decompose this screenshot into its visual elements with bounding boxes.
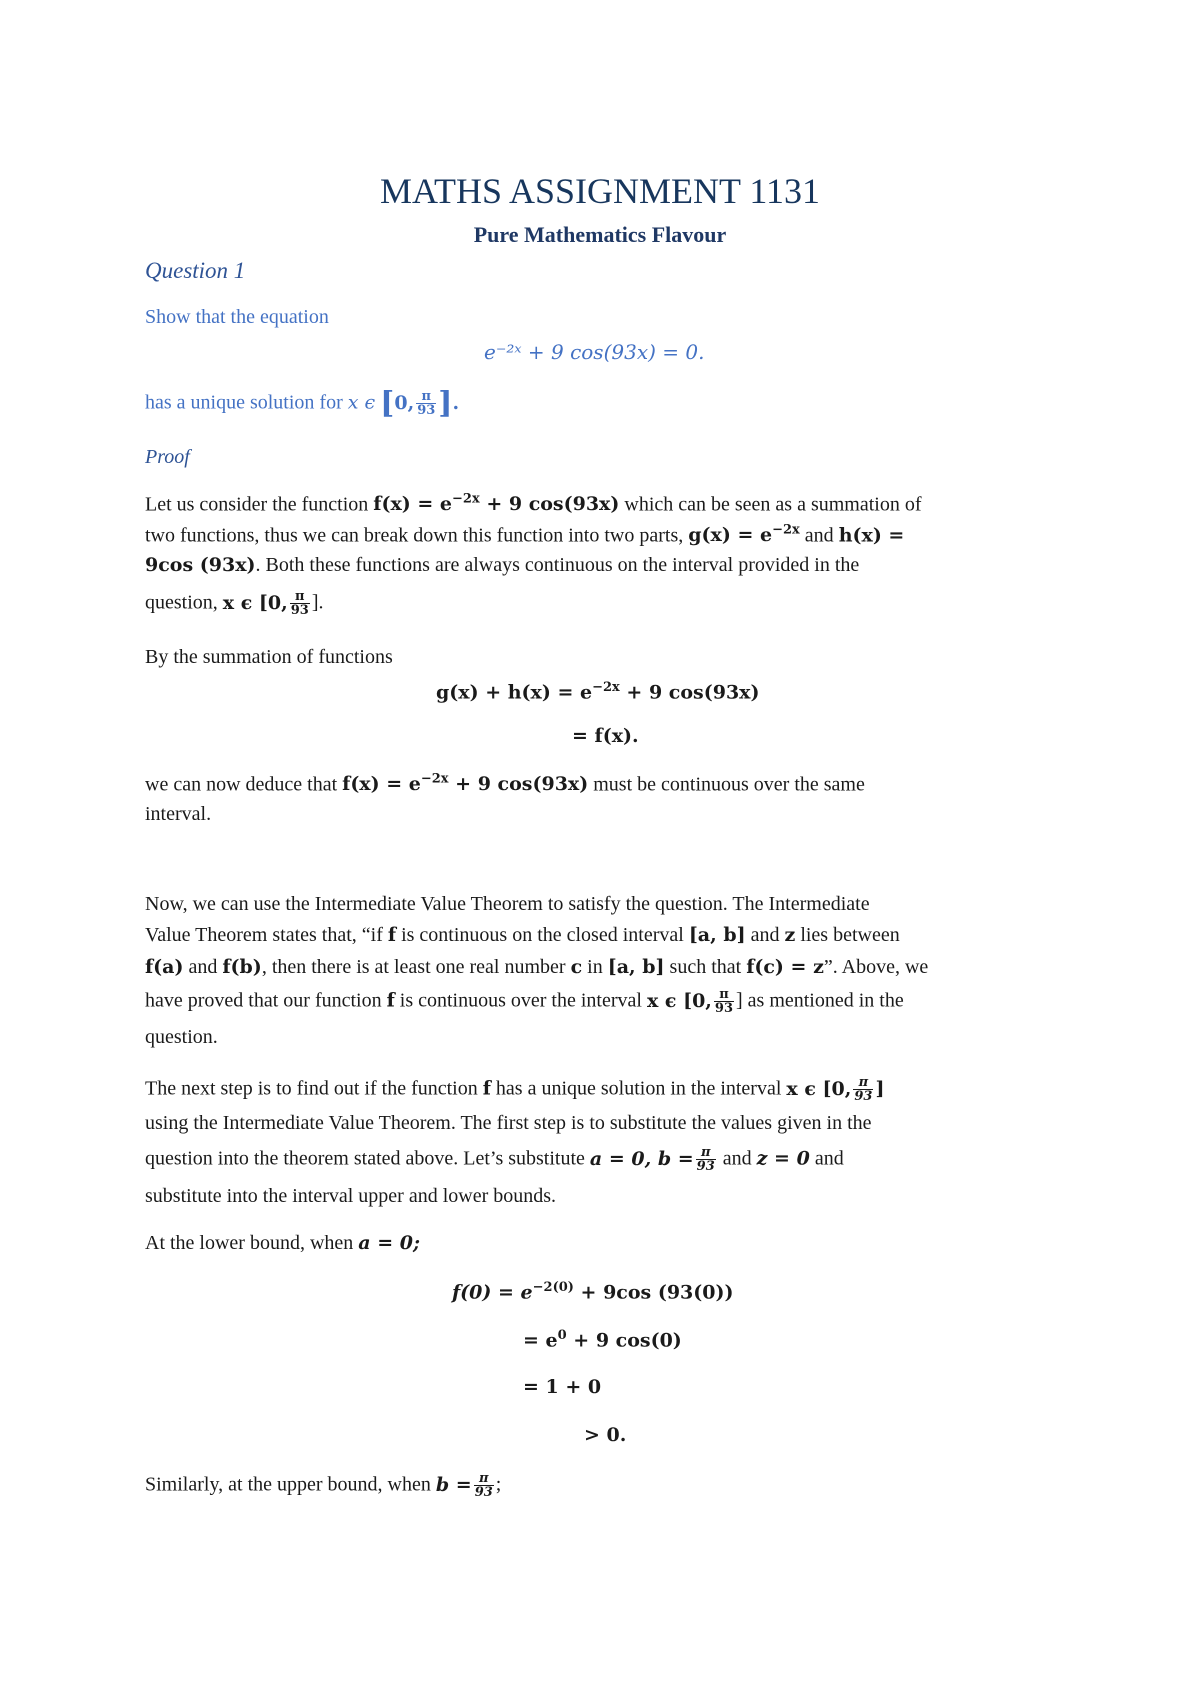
sum-exp: −2x <box>592 680 620 695</box>
next-line2: using the Intermediate Value Theorem. The first step is to substitute the values given in the <box>145 1112 872 1134</box>
question-intro: Show that the equation <box>145 306 329 328</box>
text: and <box>188 956 218 978</box>
next-line1 <box>145 1076 884 1103</box>
question-equation <box>484 340 704 364</box>
fa-expr: f(a) <box>145 956 184 978</box>
frac-num: π <box>421 389 431 404</box>
interval-open: x ϵ [0, <box>222 591 288 614</box>
text: is continuous on the closed interval <box>401 924 684 946</box>
para1-line1 <box>145 492 922 516</box>
ab-interval: [a, b] <box>607 956 665 978</box>
deduce-line2: interval. <box>145 803 212 825</box>
text: ”. Above, we <box>823 956 929 978</box>
interval-open: x ϵ [0, <box>786 1077 852 1100</box>
text: , then there is at least one real number <box>261 956 566 978</box>
hx2-expr: 9cos (93x) <box>145 554 256 576</box>
fb-expr: f(b) <box>222 956 262 978</box>
sum-rest: + 9 cos(93x) <box>619 681 760 704</box>
para1-line4 <box>145 590 324 617</box>
document-subtitle: Pure Mathematics Flavour <box>473 222 727 247</box>
cond-text: b = <box>435 1473 472 1496</box>
s2-lhs: = e <box>523 1329 558 1352</box>
interval-expr: x ϵ [0, $\frac{\pi}{93}$ ] <box>786 1075 885 1104</box>
ivt-line4 <box>145 988 904 1015</box>
text: The next step is to find out if the function <box>145 1077 478 1100</box>
upper-intro <box>145 1472 501 1499</box>
lower-step1 <box>452 1280 733 1303</box>
gx-exp: −2x <box>772 523 800 538</box>
f-symbol: f <box>387 924 397 946</box>
f-symbol: f <box>482 1077 491 1100</box>
summation-line1 <box>436 680 759 703</box>
question-heading: Question 1 <box>145 258 246 283</box>
frac-den: 93 <box>854 1089 873 1104</box>
s1-rest: + 9cos (93(0)) <box>573 1281 734 1304</box>
upper-cond <box>435 1471 496 1500</box>
para1-line3 <box>145 554 859 577</box>
frac-den: 93 <box>417 403 436 418</box>
s1-lhs: f(0) = e <box>452 1281 533 1304</box>
para1-line2 <box>145 523 904 547</box>
text: we can now deduce that <box>145 773 338 796</box>
text: At the lower bound, when <box>145 1232 354 1254</box>
frac-num: π <box>478 1471 489 1486</box>
condition-var: x ϵ <box>347 391 376 414</box>
text: and <box>814 1147 844 1170</box>
frac-num: π <box>858 1075 869 1090</box>
condition-prefix: has a unique solution for <box>145 391 343 414</box>
text: have proved that our function <box>145 989 382 1012</box>
text: question into the theorem stated above. Let’s substitute <box>145 1147 585 1170</box>
fcz-expr: f(c) = z <box>746 956 824 978</box>
lower-cond: a = 0; <box>358 1232 420 1254</box>
text: Similarly, at the upper bound, when <box>145 1473 431 1496</box>
fx-rest: + 9 cos(93x) <box>479 493 620 516</box>
frac-den: 93 <box>474 1485 493 1500</box>
fx-label: f(x) = e <box>373 493 452 516</box>
text: has a unique solution in the interval <box>495 1077 782 1100</box>
text: lies between <box>800 924 900 946</box>
proof-heading: Proof <box>145 446 190 468</box>
ivt-line5: question. <box>145 1026 218 1048</box>
text: ; <box>495 1473 502 1496</box>
fx-expr <box>373 493 619 515</box>
text: must be continuous over the same <box>593 773 865 796</box>
s2-rest: + 9 cos(0) <box>566 1329 682 1352</box>
text: and <box>804 524 834 547</box>
text: two functions, thus we can break down this function into two parts, <box>145 524 684 547</box>
fx-exp: −2x <box>452 492 480 507</box>
gx-expr <box>688 524 800 546</box>
ab-text: a = 0, b = <box>589 1147 694 1170</box>
frac-num: π <box>700 1145 711 1160</box>
condition-interval: [0, $\frac{\pi}{93}$ ]. <box>380 385 460 421</box>
deduce-f: f(x) = e <box>342 773 421 796</box>
sum-lhs: g(x) + h(x) = e <box>436 681 593 704</box>
text: . Both these functions are always continuous on the interval provided in the <box>255 554 860 576</box>
frac-num: π <box>719 987 729 1002</box>
frac-den: 93 <box>290 603 309 618</box>
deduce-line1 <box>145 772 865 796</box>
lower-intro <box>145 1232 420 1255</box>
text: question, <box>145 591 218 614</box>
summation-line2: = f(x). <box>572 725 639 747</box>
deduce-expr <box>342 773 588 795</box>
interval-expr <box>646 987 736 1016</box>
s2-exp: 0 <box>557 1328 567 1343</box>
s1-exp: −2(0) <box>532 1280 574 1295</box>
lower-step2 <box>523 1328 682 1351</box>
lower-step3: = 1 + 0 <box>523 1376 602 1398</box>
ivt-line1: Now, we can use the Intermediate Value Theorem to satisfy the question. The Intermediate <box>145 893 870 915</box>
z-symbol: z <box>784 924 796 946</box>
f-symbol: f <box>386 989 395 1012</box>
gx-label: g(x) = e <box>688 524 773 547</box>
hx-expr: h(x) = <box>838 524 905 547</box>
ivt-line2 <box>145 924 900 947</box>
ab-expr <box>589 1145 718 1174</box>
text: Value Theorem states that, “if <box>145 924 383 946</box>
text: in <box>587 956 603 978</box>
ivt-line3 <box>145 956 928 979</box>
frac-num: π <box>295 589 305 604</box>
frac-den: 93 <box>714 1001 733 1016</box>
c-symbol: c <box>570 956 583 978</box>
equation-text: e⁻²ˣ + 9 cos(93x) = 0. <box>484 340 705 364</box>
lower-step4: > 0. <box>584 1424 627 1446</box>
interval-expr <box>222 589 312 618</box>
z-expr: z = 0 <box>756 1147 810 1170</box>
ab-interval: [a, b] <box>688 924 746 946</box>
text: is continuous over the interval <box>399 989 642 1012</box>
interval-open: x ϵ [0, <box>646 989 712 1012</box>
text: which can be seen as a summation of <box>624 493 922 516</box>
text: and <box>750 924 780 946</box>
text: ]. <box>311 591 324 614</box>
question-condition <box>145 385 460 421</box>
next-line3 <box>145 1146 844 1173</box>
text: ] as mentioned in the <box>736 989 904 1012</box>
deduce-exp: −2x <box>420 772 449 787</box>
summation-intro: By the summation of functions <box>145 646 393 668</box>
text: Let us consider the function <box>145 493 369 516</box>
document-title: MATHS ASSIGNMENT 1131 <box>379 171 821 211</box>
text: such that <box>669 956 742 978</box>
next-line4: substitute into the interval upper and lower bounds. <box>145 1185 557 1207</box>
frac-den: 93 <box>696 1159 715 1174</box>
text: and <box>722 1147 752 1170</box>
deduce-rest: + 9 cos(93x) <box>448 773 589 796</box>
